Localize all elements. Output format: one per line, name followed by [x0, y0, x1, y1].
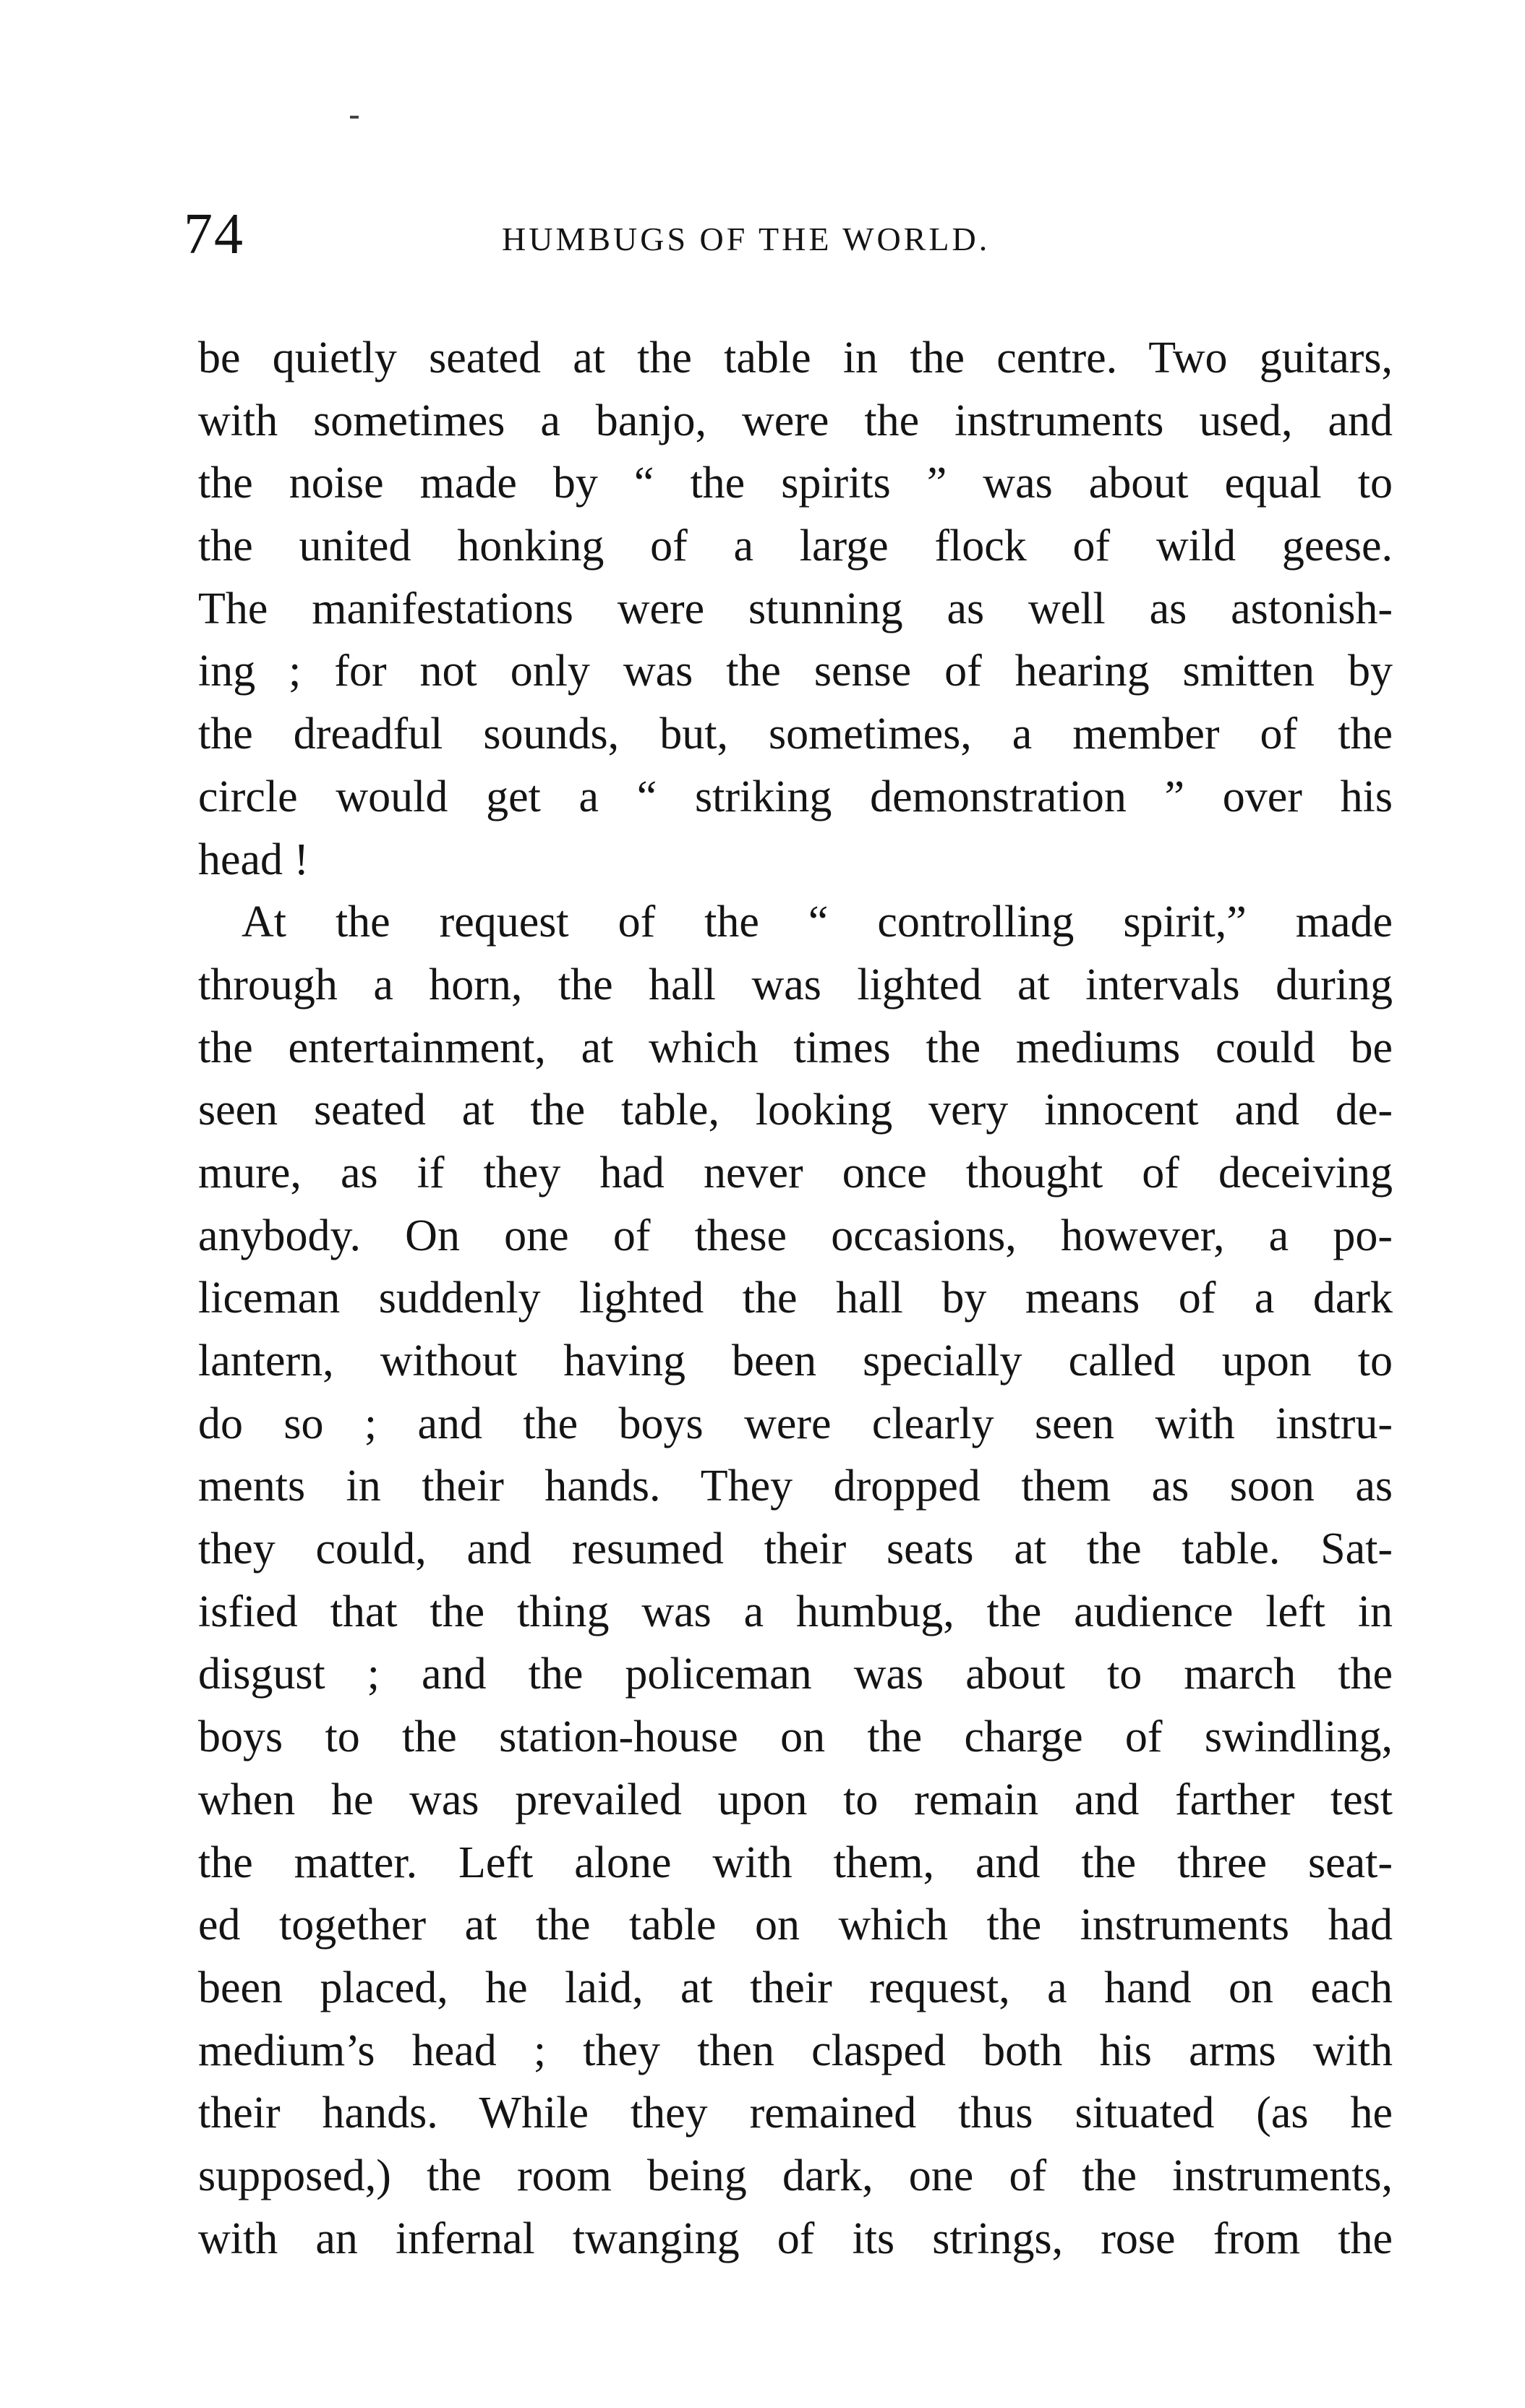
text-line: do so ; and the boys were clearly seen with instru-: [198, 1399, 1393, 1448]
text-line: The manifestations were stunning as well as astonish-: [198, 584, 1393, 633]
page-number: 74: [184, 202, 244, 266]
text-line: lantern, without having been specially called upon to: [198, 1336, 1393, 1386]
text-line: boys to the station-house on the charge of swindling,: [198, 1712, 1393, 1762]
text-line: the dreadful sounds, but, sometimes, a member of the: [198, 709, 1393, 759]
paragraph-start-line: At the request of the “ controlling spirit,” made: [242, 897, 1393, 947]
text-line: their hands. While they remained thus situated (as he: [198, 2088, 1393, 2138]
text-line: the noise made by “ the spirits ” was about equal to: [198, 458, 1393, 508]
text-line: be quietly seated at the table in the centre. Two guitars,: [198, 333, 1393, 383]
text-line: with sometimes a banjo, were the instruments used, and: [198, 396, 1393, 445]
text-line: medium’s head ; they then clasped both his arms with: [198, 2025, 1393, 2075]
text-line: the matter. Left alone with them, and the three seat-: [198, 1837, 1393, 1887]
running-head: [184, 194, 1398, 273]
paragraph-end-line: head !: [198, 834, 309, 884]
text-line: ed together at the table on which the instruments had: [198, 1900, 1393, 1950]
text-line: through a horn, the hall was lighted at intervals during: [198, 960, 1393, 1009]
text-line: ing ; for not only was the sense of hearing smitten by: [198, 646, 1393, 696]
text-line: isfied that the thing was a humbug, the audience left in: [198, 1587, 1393, 1636]
text-line: with an infernal twanging of its strings, rose from the: [198, 2213, 1393, 2263]
text-line: they could, and resumed their seats at the table. Sat-: [198, 1524, 1393, 1574]
text-line: been placed, he laid, at their request, a hand on each: [198, 1963, 1393, 2012]
text-line: disgust ; and the policeman was about to march the: [198, 1649, 1393, 1699]
text-line: anybody. On one of these occasions, however, a po-: [198, 1211, 1393, 1260]
stray-ink-mark: [350, 116, 359, 119]
text-line: the united honking of a large flock of wild geese.: [198, 521, 1393, 571]
text-line: ments in their hands. They dropped them as soon as: [198, 1461, 1393, 1511]
text-line: mure, as if they had never once thought of deceiving: [198, 1148, 1393, 1197]
text-line: supposed,) the room being dark, one of the instruments,: [198, 2151, 1393, 2200]
text-line: liceman suddenly lighted the hall by means of a dark: [198, 1273, 1393, 1323]
text-line: the entertainment, at which times the mediums could be: [198, 1022, 1393, 1072]
text-line: seen seated at the table, looking very innocent and de-: [198, 1085, 1393, 1135]
running-title: HUMBUGS OF THE WORLD.: [502, 221, 991, 257]
body-text: [198, 327, 1393, 2270]
text-line: circle would get a “ striking demonstration ” over his: [198, 772, 1393, 821]
text-line: when he was prevailed upon to remain and farther test: [198, 1775, 1393, 1824]
